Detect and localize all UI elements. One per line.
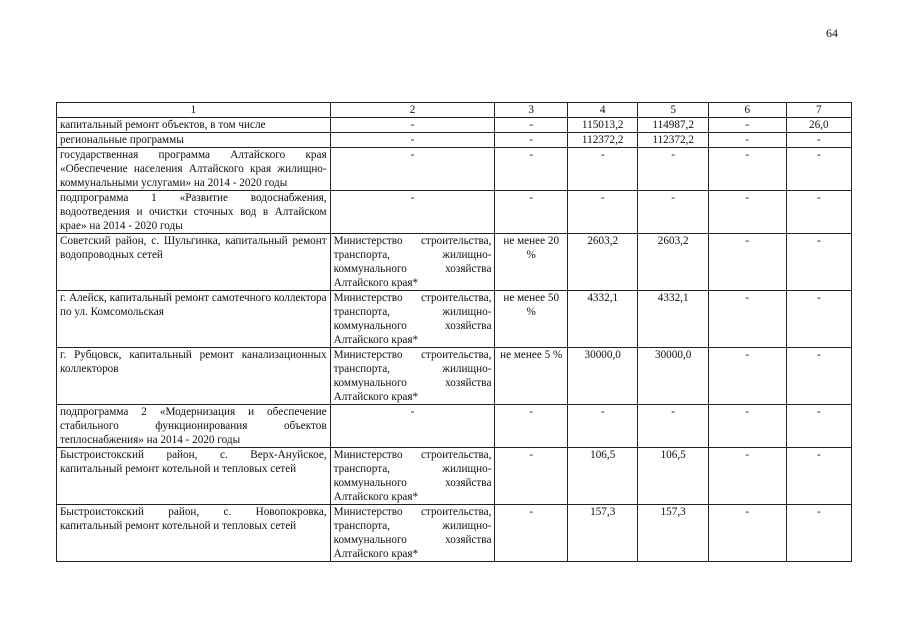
row-title: региональные программы — [57, 133, 331, 148]
value-col-6: - — [708, 291, 786, 348]
table-row — [57, 348, 852, 405]
table-header-row — [57, 103, 852, 118]
row-title: г. Алейск, капитальный ремонт самотечного коллектора по ул. Комсомольская — [57, 291, 331, 348]
value-col-4: - — [567, 148, 637, 191]
executor-cell: - — [330, 133, 495, 148]
budget-table — [56, 102, 852, 562]
indicator-cell: - — [495, 118, 568, 133]
value-col-4: 2603,2 — [567, 234, 637, 291]
value-col-6: - — [708, 405, 786, 448]
header-col-2: 2 — [330, 103, 495, 118]
value-col-7: - — [786, 191, 851, 234]
header-col-7: 7 — [786, 103, 851, 118]
value-col-7: - — [786, 148, 851, 191]
header-col-5: 5 — [638, 103, 708, 118]
executor-cell: Министерство строительства, транспорта, жилищно-коммунального хозяйства Алтайского края* — [330, 348, 495, 405]
row-title: подпрограмма 2 «Модернизация и обеспечение стабильного функционирования объектов теплоснабжения» на 2014 - 2020 годы — [57, 405, 331, 448]
value-col-5: 106,5 — [638, 448, 708, 505]
table-row — [57, 448, 852, 505]
table-row — [57, 291, 852, 348]
row-title: Быстроистокский район, с. Новопокровка, капитальный ремонт котельной и тепловых сетей — [57, 505, 331, 562]
executor-cell: Министерство строительства, транспорта, жилищно-коммунального хозяйства Алтайского края* — [330, 448, 495, 505]
value-col-4: 4332,1 — [567, 291, 637, 348]
header-col-3: 3 — [495, 103, 568, 118]
row-title: Советский район, с. Шульгинка, капитальный ремонт водопроводных сетей — [57, 234, 331, 291]
executor-cell: - — [330, 191, 495, 234]
value-col-7: - — [786, 448, 851, 505]
value-col-6: - — [708, 133, 786, 148]
value-col-7: - — [786, 405, 851, 448]
value-col-7: 26,0 — [786, 118, 851, 133]
value-col-5: - — [638, 405, 708, 448]
table-row — [57, 191, 852, 234]
indicator-cell: - — [495, 448, 568, 505]
value-col-4: 112372,2 — [567, 133, 637, 148]
indicator-cell: не менее 20 % — [495, 234, 568, 291]
value-col-4: 157,3 — [567, 505, 637, 562]
indicator-cell: не менее 50 % — [495, 291, 568, 348]
indicator-cell: не менее 5 % — [495, 348, 568, 405]
value-col-4: - — [567, 405, 637, 448]
value-col-6: - — [708, 191, 786, 234]
executor-cell: Министерство строительства, транспорта, жилищно-коммунального хозяйства Алтайского края* — [330, 291, 495, 348]
indicator-cell: - — [495, 133, 568, 148]
value-col-4: 115013,2 — [567, 118, 637, 133]
value-col-5: - — [638, 191, 708, 234]
value-col-5: 2603,2 — [638, 234, 708, 291]
row-title: подпрограмма 1 «Развитие водоснабжения, водоотведения и очистки сточных вод в Алтайском крае» на 2014 - 2020 годы — [57, 191, 331, 234]
value-col-7: - — [786, 348, 851, 405]
value-col-6: - — [708, 505, 786, 562]
value-col-5: 157,3 — [638, 505, 708, 562]
executor-cell: Министерство строительства, транспорта, жилищно-коммунального хозяйства Алтайского края* — [330, 505, 495, 562]
executor-cell: - — [330, 405, 495, 448]
value-col-7: - — [786, 291, 851, 348]
value-col-6: - — [708, 348, 786, 405]
table-row — [57, 505, 852, 562]
indicator-cell: - — [495, 405, 568, 448]
value-col-4: 30000,0 — [567, 348, 637, 405]
table-row — [57, 118, 852, 133]
value-col-5: 112372,2 — [638, 133, 708, 148]
header-col-1: 1 — [57, 103, 331, 118]
table-row — [57, 405, 852, 448]
header-col-6: 6 — [708, 103, 786, 118]
page-number: 64 — [826, 26, 838, 40]
header-col-4: 4 — [567, 103, 637, 118]
row-title: г. Рубцовск, капитальный ремонт канализационных коллекторов — [57, 348, 331, 405]
executor-cell: - — [330, 148, 495, 191]
value-col-6: - — [708, 448, 786, 505]
value-col-4: - — [567, 191, 637, 234]
indicator-cell: - — [495, 505, 568, 562]
value-col-7: - — [786, 505, 851, 562]
indicator-cell: - — [495, 148, 568, 191]
executor-cell: - — [330, 118, 495, 133]
row-title: Быстроистокский район, с. Верх-Ануйское, капитальный ремонт котельной и тепловых сетей — [57, 448, 331, 505]
value-col-6: - — [708, 148, 786, 191]
row-title: государственная программа Алтайского края «Обеспечение населения Алтайского края жилищно-коммунальными услугами» на 2014 - 2020 годы — [57, 148, 331, 191]
table-row — [57, 148, 852, 191]
table-row — [57, 234, 852, 291]
value-col-6: - — [708, 118, 786, 133]
value-col-7: - — [786, 234, 851, 291]
value-col-5: 4332,1 — [638, 291, 708, 348]
value-col-5: 114987,2 — [638, 118, 708, 133]
value-col-5: - — [638, 148, 708, 191]
value-col-7: - — [786, 133, 851, 148]
value-col-5: 30000,0 — [638, 348, 708, 405]
value-col-4: 106,5 — [567, 448, 637, 505]
value-col-6: - — [708, 234, 786, 291]
executor-cell: Министерство строительства, транспорта, жилищно-коммунального хозяйства Алтайского края* — [330, 234, 495, 291]
table-row — [57, 133, 852, 148]
row-title: капитальный ремонт объектов, в том числе — [57, 118, 331, 133]
indicator-cell: - — [495, 191, 568, 234]
